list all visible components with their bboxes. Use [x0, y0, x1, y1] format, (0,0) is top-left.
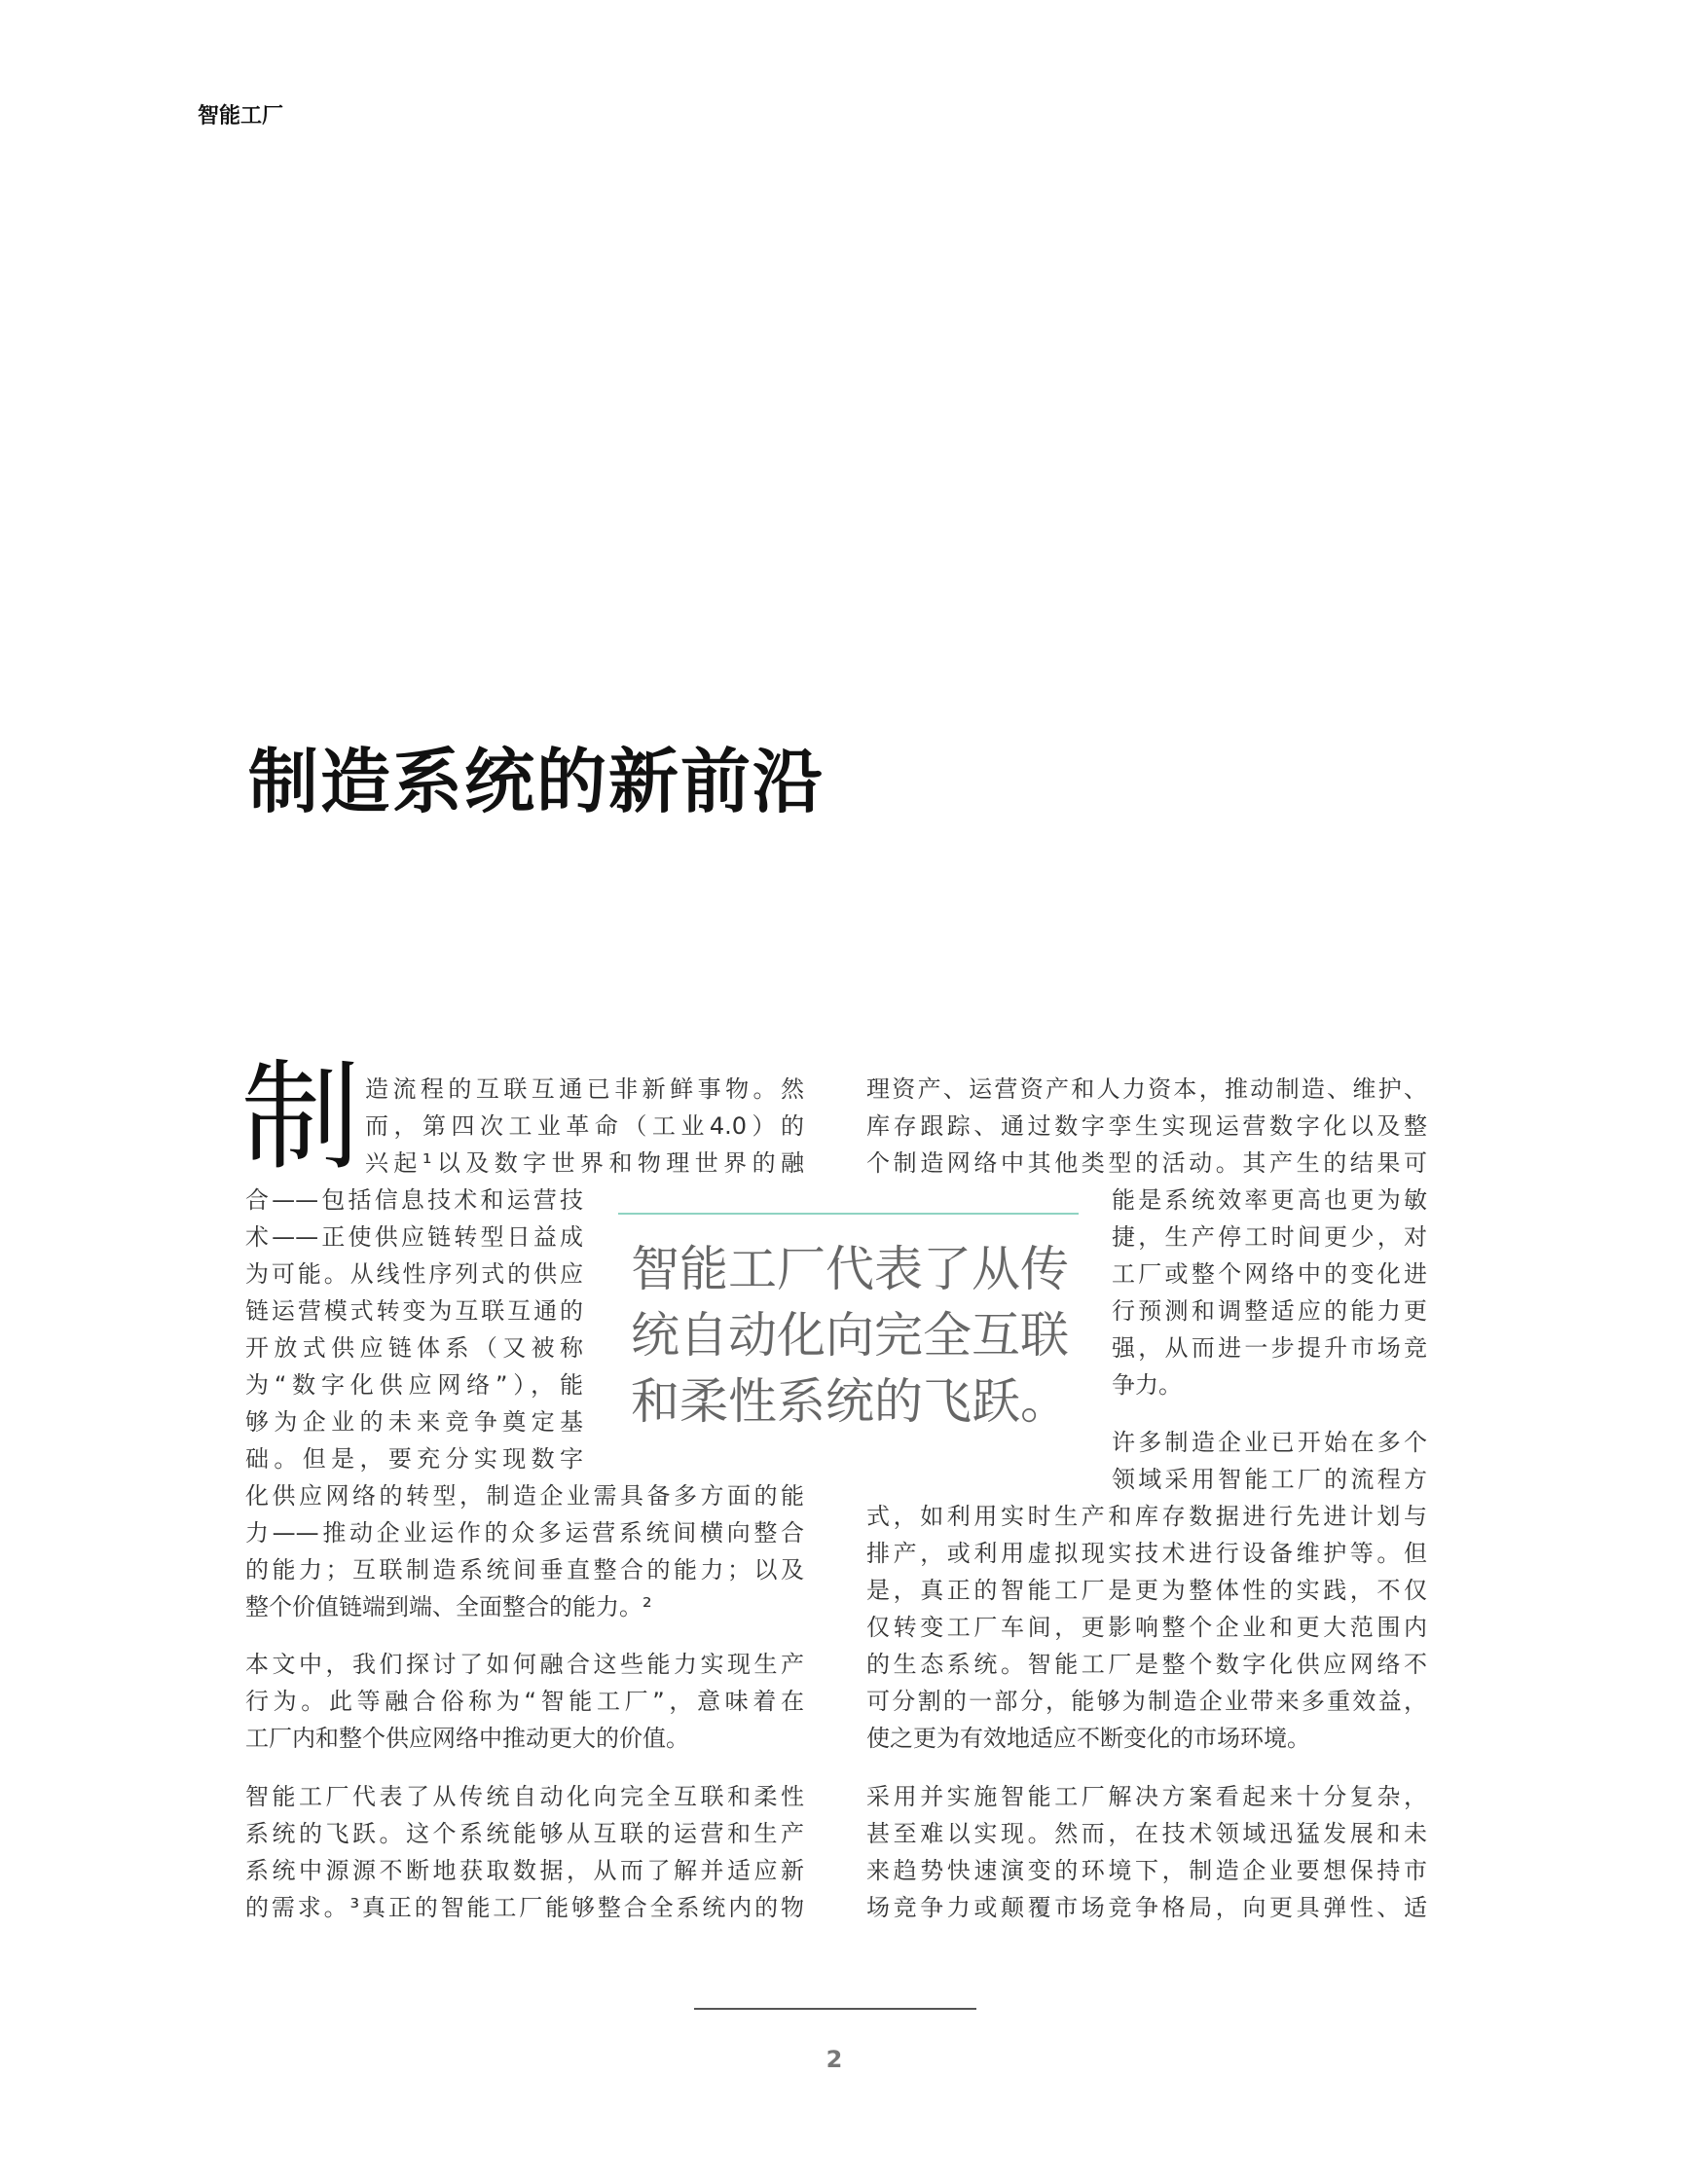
text-line: 可分割的一部分，能够为制造企业带来多重效益，	[866, 1688, 1427, 1715]
text-line: 力——推动企业运作的众多运营系统间横向整合	[245, 1519, 804, 1547]
text-line: 式，如利用实时生产和库存数据进行先进计划与	[866, 1503, 1427, 1530]
text-line: 的生态系统。智能工厂是整个数字化供应网络不	[866, 1651, 1427, 1678]
text-line: 兴起¹以及数字世界和物理世界的融	[365, 1149, 804, 1177]
text-line: 个制造网络中其他类型的活动。其产生的结果可	[866, 1149, 1427, 1177]
text-line: 链运营模式转变为互联互通的	[245, 1297, 583, 1325]
text-line: 而，第四次工业革命（工业4.0）的	[365, 1112, 804, 1140]
text-line: 场竞争力或颠覆市场竞争格局，向更具弹性、适	[866, 1894, 1427, 1921]
text-line: 够为企业的未来竞争奠定基	[245, 1408, 583, 1436]
text-line: 工厂内和整个供应网络中推动更大的价值。	[245, 1725, 689, 1752]
text-line: 仅转变工厂车间，更影响整个企业和更大范围内	[866, 1614, 1427, 1641]
text-line: 造流程的互联互通已非新鲜事物。然	[365, 1075, 804, 1103]
text-line: 强，从而进一步提升市场竞	[1112, 1334, 1427, 1362]
text-line: 争力。	[1112, 1371, 1182, 1399]
text-line: 术——正使供应链转型日益成	[245, 1223, 583, 1251]
text-line: 使之更为有效地适应不断变化的市场环境。	[866, 1725, 1310, 1752]
text-line: 理资产、运营资产和人力资本，推动制造、维护、	[866, 1075, 1427, 1103]
text-line: 系统的飞跃。这个系统能够从互联的运营和生产	[245, 1820, 804, 1847]
text-line: 能是系统效率更高也更为敏	[1112, 1186, 1427, 1214]
text-line: 化供应网络的转型，制造企业需具备多方面的能	[245, 1482, 804, 1510]
text-line: 来趋势快速演变的环境下，制造企业要想保持市	[866, 1857, 1427, 1884]
page-title: 制造系统的新前沿	[248, 741, 826, 822]
text-line: 排产，或利用虚拟现实技术进行设备维护等。但	[866, 1540, 1427, 1567]
text-line: 为可能。从线性序列式的供应	[245, 1260, 583, 1288]
text-line: 开放式供应链体系（又被称	[245, 1334, 583, 1362]
page-number: 2	[826, 2046, 843, 2073]
text-line: 智能工厂代表了从传统自动化向完全互联和柔性	[245, 1783, 804, 1810]
text-line: 采用并实施智能工厂解决方案看起来十分复杂，	[866, 1783, 1427, 1810]
text-line: 捷，生产停工时间更少，对	[1112, 1223, 1427, 1251]
running-header: 智能工厂	[198, 104, 284, 128]
text-line: 的能力；互联制造系统间垂直整合的能力；以及	[245, 1556, 804, 1583]
pull-quote-rule	[618, 1213, 1079, 1215]
text-line: 本文中，我们探讨了如何融合这些能力实现生产	[245, 1651, 804, 1678]
text-line: 行为。此等融合俗称为“智能工厂”，意味着在	[245, 1688, 804, 1715]
text-line: 许多制造企业已开始在多个	[1112, 1429, 1427, 1456]
text-line: 行预测和调整适应的能力更	[1112, 1297, 1427, 1325]
text-line: 系统中源源不断地获取数据，从而了解并适应新	[245, 1857, 804, 1884]
drop-cap: 制	[241, 1048, 360, 1186]
text-line: 甚至难以实现。然而，在技术领域迅猛发展和未	[866, 1820, 1427, 1847]
pull-quote-line: 智能工厂代表了从传	[631, 1241, 1069, 1297]
pull-quote-line: 和柔性系统的飞跃。	[631, 1373, 1069, 1430]
text-line: 础。但是，要充分实现数字	[245, 1445, 583, 1473]
text-line: 为“数字化供应网络”），能	[245, 1371, 583, 1399]
pull-quote-line: 统自动化向完全互联	[631, 1307, 1069, 1364]
text-line: 库存跟踪、通过数字孪生实现运营数字化以及整	[866, 1112, 1427, 1140]
text-line: 工厂或整个网络中的变化进	[1112, 1260, 1427, 1288]
text-line: 的需求。³真正的智能工厂能够整合全系统内的物	[245, 1894, 804, 1921]
text-line: 领域采用智能工厂的流程方	[1112, 1466, 1427, 1493]
footer-rule	[694, 2008, 976, 2010]
text-line: 合——包括信息技术和运营技	[245, 1186, 583, 1214]
text-line: 是，真正的智能工厂是更为整体性的实践，不仅	[866, 1577, 1427, 1604]
text-line: 整个价值链端到端、全面整合的能力。²	[245, 1593, 652, 1620]
